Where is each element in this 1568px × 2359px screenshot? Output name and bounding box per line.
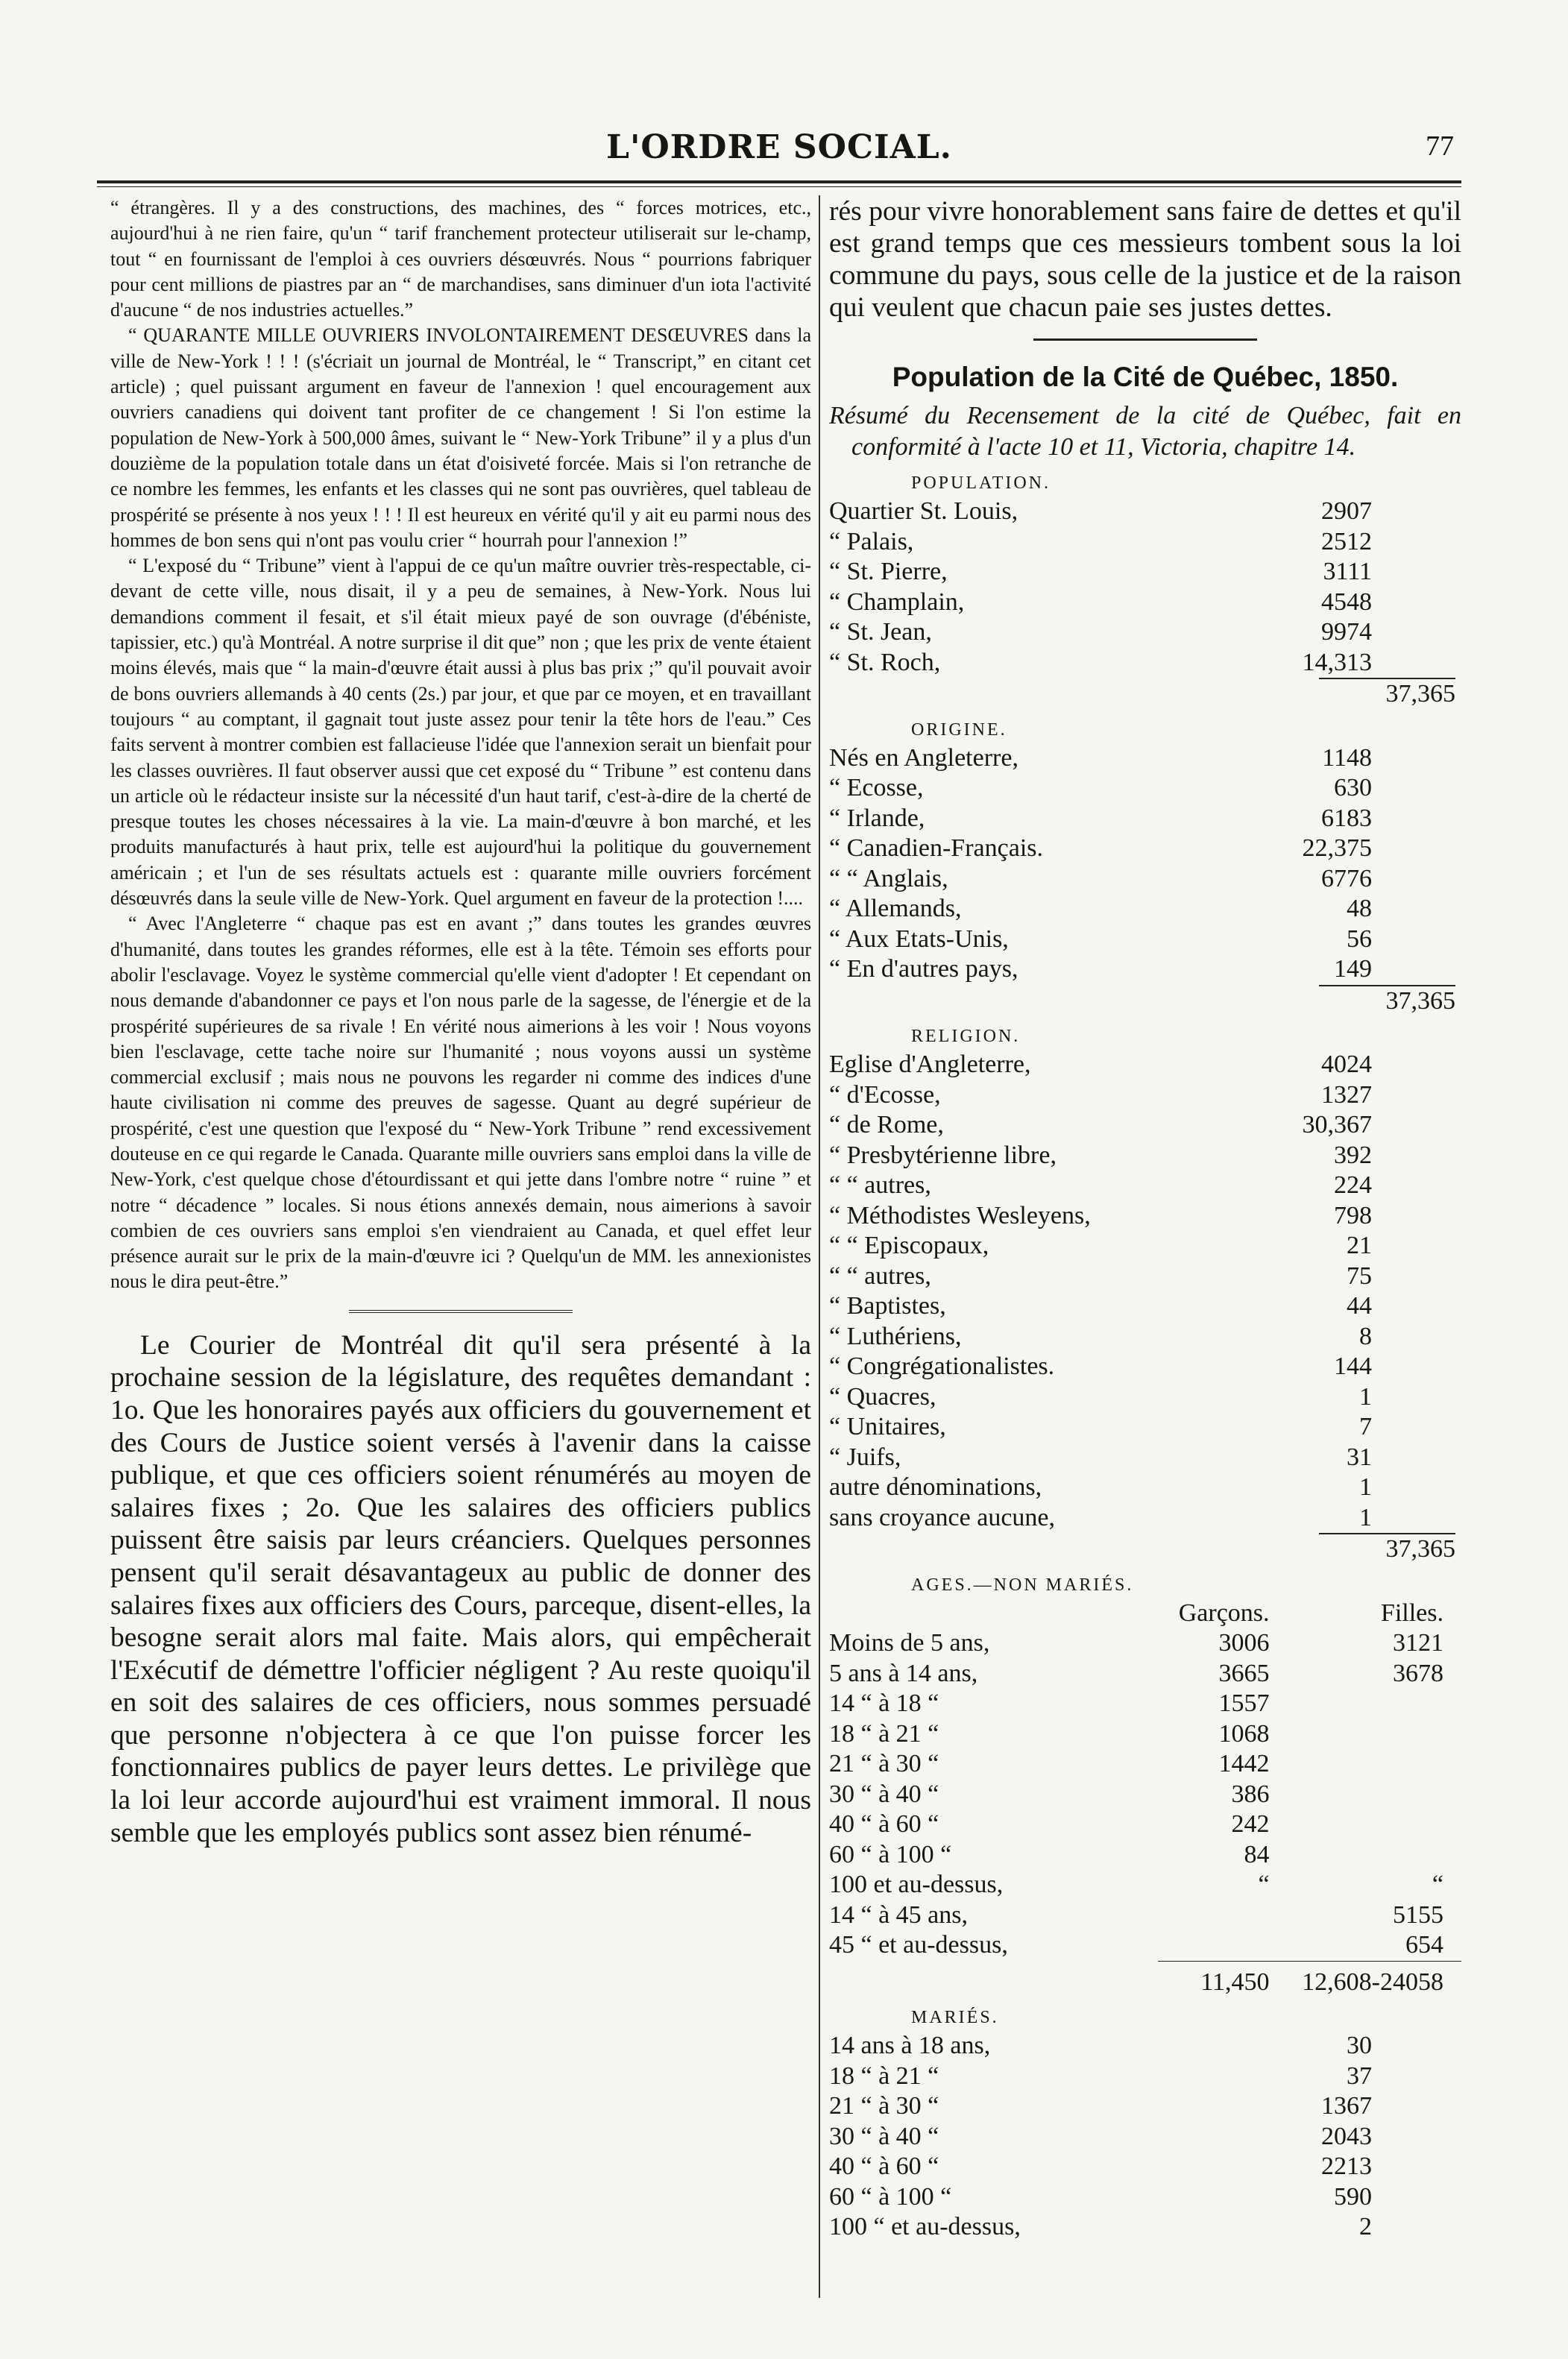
- table-row: [829, 2091, 1461, 2122]
- row-value: 1367: [1321, 2092, 1372, 2120]
- table-row: [829, 1810, 1461, 1840]
- row-label: 100 et au-dessus,: [829, 1871, 1004, 1898]
- section-divider: [349, 1310, 573, 1314]
- row-label: 100 “ et au-dessus,: [829, 2213, 1021, 2240]
- row-value: 1: [1359, 1382, 1372, 1411]
- religion-table: [829, 1050, 1461, 1565]
- col-header-garcons: Garçons.: [1178, 1599, 1270, 1627]
- table-row: [829, 1659, 1461, 1689]
- row-label: “ Irlande,: [829, 804, 925, 832]
- row-value: 21: [1347, 1232, 1372, 1259]
- quote-paragraph: “ Avec l'Angleterre “ chaque pas est en avant ;” dans toutes les grandes œuvres d'humanité, dans toutes les grandes réformes, elle est à la tête. Témoin ses efforts pour abolir l'esclavage. Voyez le système commercial qu'elle vient d'adopter ! Et cependant on nous demande d'abandonner ce pays et l'on nous parle de la sagesse, de l'énergie et de la prospérité supérieures de sa rivale ! En vérité nous aimerions à les voir ! Nous voyons bien l'esclavage, cette tache noire sur l'humanité ; nous voyons aussi un système commercial exclusif ; mais nous ne pouvons les regarder ni comme des indices d'une haute civilisation ni comme des preuves de sagesse. Quant au degré supérieur de prospérité, c'est une question que l'exposé du “ New-York Tribune ” rend excessivement douteuse en ce qui regarde le Canada. Quarante mille ouvriers sans emploi dans la ville de New-York, c'est quelque chose d'étourdissant et qui jette dans l'ombre notre “ ruine ” et notre “ décadence ” locales. Si nous étions annexés demain, nous aimerions à savoir combien de ces ouvriers sans emploi s'en viendraient au Canada, et quel effet leur présence aurait sur le prix de la main-d'œuvre ici ? Quelqu'un de MM. les annexionistes nous le dira peut-être.”: [110, 913, 811, 1293]
- article-courier: [110, 1329, 811, 1850]
- row-filles: 3678: [1393, 1659, 1443, 1687]
- quote-paragraph: “ L'exposé du “ Tribune” vient à l'appui de ce qu'un maître ouvrier très-respectable, ci-devant de cette ville, nous disait, il y a peu de semaines, à New-York. Nous lui demandions comment il fesait, et s'il était mieux payé de son ouvrage (d'ébéniste, tapissier, etc.) qu'à Montréal. A notre surprise il dit que” non ; que les prix de vente étaient moins élevés, mais que “ la main-d'œuvre était aussi à plus bas prix ;” qu'il pouvait avoir de bons ouvriers allemands à 40 cents (2s.) par jour, et que par ce moyen, et en travaillant toujours “ au comptant, il gagnait tout juste assez pour tenir la tête hors de l'eau.” Ces faits servent à montrer combien est fallacieuse l'idée que l'annexion serait un bienfait pour les classes ouvrières. Il faut observer aussi que cet exposé du “ Tribune ” est contenu dans un article où le rédacteur insiste sur la nécessité d'un haut tarif, c'est-à-dire de la cherté de presque toutes les choses nécessaires à la vie. La main-d'œuvre à bon marché, et les produits manufacturés à haut prix, telle est aujourd'hui la politique du gouvernement américain ; et l'un de ses résultats actuels est : quarante mille ouvriers forcément désœuvrés dans la seule ville de New-York. Quel argument en faveur de la protection !....: [110, 555, 811, 910]
- table-row: [829, 1840, 1461, 1871]
- row-value: 30: [1347, 2032, 1372, 2059]
- row-filles: 3121: [1393, 1629, 1443, 1657]
- quote-paragraph: “ QUARANTE MILLE OUVRIERS INVOLONTAIREMENT DESŒUVRES dans la ville de New-York ! ! ! (s'écriait un journal de Montréal, le “ Transcript,” en citant cet article) ; quel puissant argument en faveur de l'annexion ! quel encouragement aux ouvriers canadiens qui doivent tant profiter de ce changement ! Si l'on estime la population de New-York à 500,000 âmes, suivant le “ New-York Tribune” il y a plus d'un douzième de la population totale dans un état d'oisiveté forcée. Mais si l'on retranche de ce nombre les femmes, les enfants et les classes qui ne sont pas ouvrières, quel tableau de prospérité se présente à nos yeux ! ! ! Il est heureux en vérité qu'il y ait eu parmi nous des hommes de bon sens qui n'ont pas voulu crier “ hourrah pour l'annexion !”: [110, 324, 811, 551]
- row-value: 392: [1334, 1141, 1372, 1169]
- total-row: [829, 1533, 1461, 1565]
- row-label: “ En d'autres pays,: [829, 955, 1018, 983]
- row-label: 14 “ à 45 ans,: [829, 1900, 969, 1929]
- row-label: “ Luthériens,: [829, 1322, 962, 1350]
- row-label: Moins de 5 ans,: [829, 1629, 990, 1657]
- total-row: [829, 678, 1461, 710]
- table-row: [829, 1080, 1461, 1111]
- table-row: [829, 834, 1461, 864]
- article-paragraph: Le Courier de Montréal dit qu'il sera présenté à la prochaine session de la législature, des requêtes demandant : 1o. Que les honoraires payés aux officiers du gouvernement et des Cours de Justice soient versés à l'avenir dans la caisse publique, et que ces officiers soient rénumérés au moyen de salaires fixes ; 2o. Que les salaires des officiers publics puissent être saisis par leurs créanciers. Quelques personnes pensent qu'il serait désavantageux au public de donner des salaires fixes aux officiers des Cours, parceque, disent-elles, la besogne serait alors mal faite. Mais alors, qui empêcherait l'Exécutif de démettre l'officier négligent ? Au reste quoiqu'il en soit des salaires de ces officiers, nous sommes persuadé que personne n'objectera à ce que l'on puisse forcer les fonctionnaires publics de payer leurs dettes. Le privilège que la loi leur accorde aujourd'hui est vraiment immoral. Il nous semble que les employés publics sont assez bien rénumé-: [110, 1329, 811, 1848]
- row-label: 18 “ à 21 “: [829, 1719, 939, 1748]
- row-label: 30 “ à 40 “: [829, 1780, 939, 1808]
- table-row: [829, 648, 1461, 678]
- table-row: [829, 954, 1461, 985]
- table-row: [829, 527, 1461, 558]
- sum-blank: [829, 1961, 1158, 1997]
- header-rule: [97, 180, 1461, 183]
- column-rule: [819, 195, 820, 2298]
- row-label: “ Méthodistes Wesleyens,: [829, 1201, 1091, 1229]
- page-number: 77: [1426, 130, 1454, 162]
- row-value: 14,313: [1302, 648, 1372, 676]
- origine-table: [829, 743, 1461, 1017]
- total-value: 37,365: [1319, 678, 1456, 710]
- table-row: [829, 2122, 1461, 2152]
- row-label: “ Baptistes,: [829, 1292, 946, 1320]
- table-row: [829, 1780, 1461, 1810]
- row-value: 3111: [1323, 558, 1372, 585]
- table-row: [829, 2152, 1461, 2182]
- table-row: [829, 1201, 1461, 1232]
- row-label: Nés en Angleterre,: [829, 743, 1018, 772]
- row-value: 6183: [1321, 804, 1372, 832]
- row-value: 2512: [1321, 527, 1372, 555]
- row-label: Quartier St. Louis,: [829, 497, 1018, 525]
- maries-heading: MARIÉS.: [911, 2008, 999, 2027]
- row-label: 21 “ à 30 “: [829, 1750, 939, 1777]
- row-value: 630: [1334, 774, 1372, 801]
- row-value: 1: [1359, 1473, 1372, 1501]
- table-row: [829, 2031, 1461, 2062]
- table-row: [829, 1628, 1461, 1659]
- table-row: [829, 804, 1461, 834]
- section-divider: [1033, 338, 1257, 342]
- row-filles: 5155: [1393, 1900, 1443, 1929]
- row-label: 40 “ à 60 “: [829, 2152, 939, 2180]
- row-garcons: 3006: [1218, 1629, 1270, 1657]
- row-label: “ Allemands,: [829, 895, 962, 922]
- row-label: Eglise d'Angleterre,: [829, 1051, 1031, 1078]
- row-value: 7: [1359, 1413, 1372, 1440]
- table-row: [829, 1050, 1461, 1080]
- ages-header-blank: [829, 1599, 1158, 1629]
- row-garcons: 1068: [1218, 1719, 1270, 1748]
- row-label: autre dénominations,: [829, 1473, 1042, 1501]
- row-value: 1: [1359, 1503, 1372, 1531]
- row-label: “ Champlain,: [829, 588, 965, 616]
- census-title: Population de la Cité de Québec, 1850.: [892, 362, 1399, 392]
- row-garcons: [1158, 1930, 1285, 1961]
- row-value: 22,375: [1302, 834, 1372, 862]
- table-row: [829, 588, 1461, 618]
- row-value: 44: [1347, 1292, 1372, 1320]
- table-row: [829, 1473, 1461, 1503]
- row-filles: [1285, 1780, 1461, 1810]
- row-value: 37: [1347, 2062, 1372, 2090]
- row-label: “ de Rome,: [829, 1111, 944, 1138]
- row-value: 224: [1334, 1171, 1372, 1199]
- table-row: [829, 1382, 1461, 1413]
- table-row: [829, 743, 1461, 774]
- row-garcons: 242: [1231, 1810, 1270, 1838]
- row-value: 48: [1347, 895, 1372, 922]
- row-value: 4548: [1321, 588, 1372, 616]
- row-filles: [1285, 1810, 1461, 1840]
- table-row: [829, 1110, 1461, 1141]
- row-label: 60 “ à 100 “: [829, 1840, 952, 1868]
- row-garcons: 84: [1244, 1840, 1270, 1868]
- table-row: [829, 1930, 1461, 1961]
- page-header: [97, 112, 1461, 194]
- row-label: “ Quacres,: [829, 1382, 936, 1411]
- header-rule-thin: [97, 186, 1461, 187]
- table-row: [829, 1171, 1461, 1201]
- row-label: “ “ Anglais,: [829, 864, 948, 892]
- row-value: 8: [1359, 1322, 1372, 1350]
- row-value: 2: [1359, 2213, 1372, 2240]
- table-row: [829, 557, 1461, 588]
- row-label: 21 “ à 30 “: [829, 2092, 939, 2120]
- row-value: 9974: [1321, 618, 1372, 646]
- total-row: [829, 985, 1461, 1017]
- table-row: [829, 1141, 1461, 1171]
- left-column: [110, 195, 811, 1849]
- census-summary: Résumé du Recensement de la cité de Québec, fait en conformité à l'acte 10 et 11, Victoria, chapitre 14.: [829, 402, 1461, 461]
- row-label: 40 “ à 60 “: [829, 1810, 939, 1838]
- row-label: “ Ecosse,: [829, 774, 924, 801]
- table-row: [829, 894, 1461, 925]
- row-value: 30,367: [1302, 1111, 1372, 1138]
- ages-sum-row: [829, 1961, 1461, 1997]
- table-row: [829, 497, 1461, 527]
- row-label: 30 “ à 40 “: [829, 2122, 939, 2150]
- table-row: [829, 2062, 1461, 2092]
- origine-heading: ORIGINE.: [911, 719, 1007, 740]
- table-row: [829, 1443, 1461, 1473]
- total-cell: [829, 1533, 1461, 1565]
- row-garcons: [1158, 1900, 1285, 1931]
- row-filles: [1285, 1719, 1461, 1750]
- row-filles: [1285, 1840, 1461, 1871]
- table-row: [829, 1322, 1461, 1352]
- table-row: [829, 617, 1461, 648]
- row-label: “ St. Roch,: [829, 648, 941, 676]
- row-garcons: 1557: [1218, 1689, 1270, 1717]
- row-filles: 654: [1405, 1931, 1443, 1959]
- row-garcons: 3665: [1218, 1659, 1270, 1687]
- row-value: 590: [1334, 2182, 1372, 2211]
- row-label: “ Canadien-Français.: [829, 834, 1043, 862]
- row-label: “ Juifs,: [829, 1443, 901, 1471]
- row-value: 798: [1334, 1201, 1372, 1229]
- row-label: 14 ans à 18 ans,: [829, 2032, 991, 2059]
- table-row: [829, 1689, 1461, 1719]
- quote-paragraph: “ étrangères. Il y a des constructions, des machines, des “ forces motrices, etc., aujourd'hui à ne rien faire, qu'un “ tarif franchement protecteur utiliserait sur le-champ, tout “ en fournissant de l'emploi à ces ouvriers désœuvrés. Nous “ pourrions fabriquer pour cent millions de piastres par an “ de marchandises, sans diminuer d'un iota l'activité d'aucune “ de nos industries actuelles.”: [110, 197, 811, 321]
- row-label: 14 “ à 18 “: [829, 1689, 939, 1717]
- col-header-filles: Filles.: [1380, 1599, 1443, 1627]
- row-label: 60 “ à 100 “: [829, 2182, 952, 2211]
- table-row: [829, 2212, 1461, 2243]
- table-row: [829, 1412, 1461, 1443]
- row-garcons: 1442: [1218, 1750, 1270, 1777]
- table-row: [829, 1262, 1461, 1292]
- total-value: 37,365: [1319, 985, 1456, 1017]
- ages-header-row: [829, 1599, 1461, 1629]
- row-label: “ St. Pierre,: [829, 558, 948, 585]
- row-filles: [1285, 1749, 1461, 1780]
- table-row: [829, 1719, 1461, 1750]
- row-label: 45 “ et au-dessus,: [829, 1931, 1008, 1959]
- sum-filles: 12,608-24058: [1285, 1961, 1461, 1997]
- row-value: 56: [1347, 925, 1372, 953]
- row-label: sans croyance aucune,: [829, 1503, 1056, 1531]
- table-row: [829, 1231, 1461, 1262]
- row-garcons: “: [1258, 1871, 1270, 1898]
- table-row: [829, 1352, 1461, 1382]
- row-label: “ Congrégationalistes.: [829, 1352, 1055, 1380]
- row-value: 2043: [1321, 2122, 1372, 2150]
- row-label: “ Aux Etats-Unis,: [829, 925, 1009, 953]
- row-label: “ Unitaires,: [829, 1413, 946, 1440]
- row-value: 149: [1334, 955, 1372, 983]
- sum-garcons: 11,450: [1158, 1961, 1285, 1997]
- table-row: [829, 1870, 1461, 1900]
- row-value: 6776: [1321, 864, 1372, 892]
- row-label: “ St. Jean,: [829, 618, 932, 646]
- row-value: 75: [1347, 1262, 1372, 1290]
- row-value: 2907: [1321, 497, 1372, 525]
- row-filles: “: [1432, 1871, 1443, 1898]
- row-value: 1327: [1321, 1080, 1372, 1109]
- table-row: [829, 773, 1461, 804]
- row-label: “ d'Ecosse,: [829, 1080, 941, 1109]
- religion-heading: RELIGION.: [911, 1027, 1021, 1046]
- maries-table: [829, 2031, 1461, 2243]
- continuation-paragraph: rés pour vivre honorablement sans faire de dettes et qu'il est grand temps que ces messieurs tombent sous la loi commune du pays, sous celle de la justice et de la raison qui veulent que chacun paie ses justes dettes.: [829, 196, 1461, 323]
- row-garcons: 386: [1231, 1780, 1270, 1808]
- table-row: [829, 1503, 1461, 1534]
- row-label: “ Presbytérienne libre,: [829, 1141, 1057, 1169]
- row-label: “ “ Episcopaux,: [829, 1232, 989, 1259]
- table-row: [829, 1291, 1461, 1322]
- journal-title: L'ORDRE SOCIAL.: [606, 128, 952, 166]
- table-row: [829, 1749, 1461, 1780]
- population-table: [829, 497, 1461, 710]
- right-column: [829, 195, 1461, 2243]
- row-value: 2213: [1321, 2152, 1372, 2180]
- row-label: “ “ autres,: [829, 1262, 931, 1290]
- table-row: [829, 864, 1461, 895]
- article-continuation: [829, 195, 1461, 324]
- row-label: “ Palais,: [829, 527, 914, 555]
- total-cell: [829, 678, 1461, 710]
- ages-table: [829, 1599, 1461, 1998]
- table-row: [829, 2182, 1461, 2213]
- table-row: [829, 1900, 1461, 1931]
- total-value: 37,365: [1319, 1533, 1456, 1565]
- row-value: 4024: [1321, 1051, 1372, 1078]
- row-value: 31: [1347, 1443, 1372, 1471]
- row-label: “ “ autres,: [829, 1171, 931, 1199]
- row-label: 18 “ à 21 “: [829, 2062, 939, 2090]
- total-cell: [829, 985, 1461, 1017]
- row-label: 5 ans à 14 ans,: [829, 1659, 978, 1687]
- row-value: 144: [1334, 1352, 1372, 1380]
- row-value: 1148: [1322, 743, 1372, 772]
- population-heading: POPULATION.: [911, 473, 1051, 493]
- table-row: [829, 925, 1461, 955]
- quoted-article: [110, 195, 811, 1295]
- ages-heading: AGES.—NON MARIÉS.: [911, 1575, 1134, 1595]
- row-filles: [1285, 1689, 1461, 1719]
